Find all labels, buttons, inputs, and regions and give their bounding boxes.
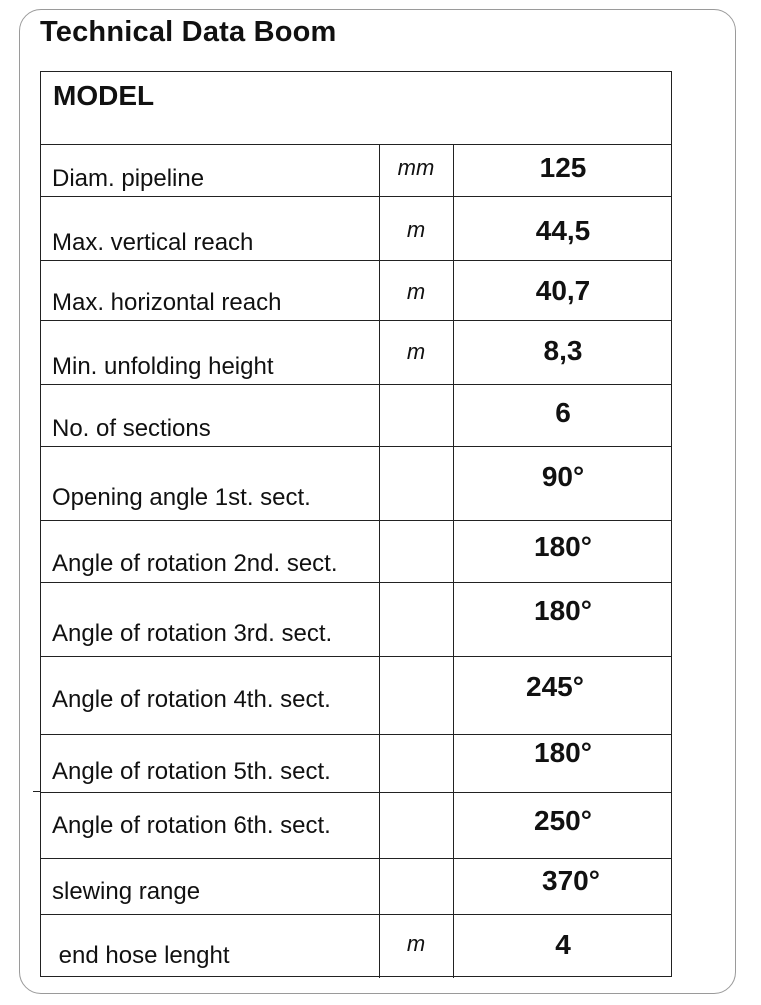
- row-label: Min. unfolding height: [52, 353, 274, 380]
- row-value: 250°: [534, 805, 592, 836]
- row-label: Angle of rotation 2nd. sect.: [52, 550, 338, 577]
- row-value: 4: [555, 929, 571, 960]
- row-value: 6: [555, 397, 571, 428]
- table-row: [41, 656, 671, 734]
- row-unit: m: [406, 931, 426, 956]
- row-value: 44,5: [535, 215, 591, 246]
- table-row: [41, 260, 671, 320]
- row-label: Max. vertical reach: [52, 229, 254, 256]
- table-row: [41, 858, 671, 914]
- row-label: Diam. pipeline: [52, 165, 205, 192]
- row-value: 8,3: [543, 335, 583, 366]
- row-label: Angle of rotation 5th. sect.: [52, 758, 331, 785]
- table-row: [41, 196, 671, 260]
- table-row: [41, 144, 671, 196]
- row-value: 370°: [542, 865, 600, 896]
- row-value: 40,7: [535, 275, 591, 306]
- model-header: MODEL: [53, 80, 155, 111]
- table-row: [41, 384, 671, 446]
- table-row: [41, 446, 671, 520]
- table-row: [41, 582, 671, 656]
- row-value: 125: [539, 152, 587, 183]
- row-value: 180°: [534, 531, 592, 562]
- table-row: [41, 734, 671, 792]
- row-label: slewing range: [52, 878, 201, 905]
- row-unit: m: [406, 339, 426, 364]
- row-divider-extension: [33, 791, 41, 792]
- spec-table: [40, 71, 672, 977]
- row-label: Angle of rotation 6th. sect.: [52, 812, 331, 839]
- row-label: No. of sections: [52, 415, 211, 442]
- table-row: [41, 914, 671, 976]
- row-label: Max. horizontal reach: [52, 289, 282, 316]
- row-label: Angle of rotation 3rd. sect.: [52, 620, 333, 647]
- row-label: end hose lenght: [52, 942, 230, 969]
- row-label: Angle of rotation 4th. sect.: [52, 686, 331, 713]
- row-value: 180°: [534, 595, 592, 626]
- row-label: Opening angle 1st. sect.: [52, 484, 311, 511]
- row-unit: m: [406, 279, 426, 304]
- row-value: 180°: [534, 737, 592, 768]
- table-row: [41, 792, 671, 858]
- row-value: 90°: [541, 461, 585, 492]
- row-value: 245°: [526, 671, 584, 702]
- row-unit: m: [406, 217, 426, 242]
- row-unit: mm: [397, 155, 435, 180]
- table-row: [41, 320, 671, 384]
- page-title: Technical Data Boom: [40, 16, 337, 48]
- table-row: [41, 520, 671, 582]
